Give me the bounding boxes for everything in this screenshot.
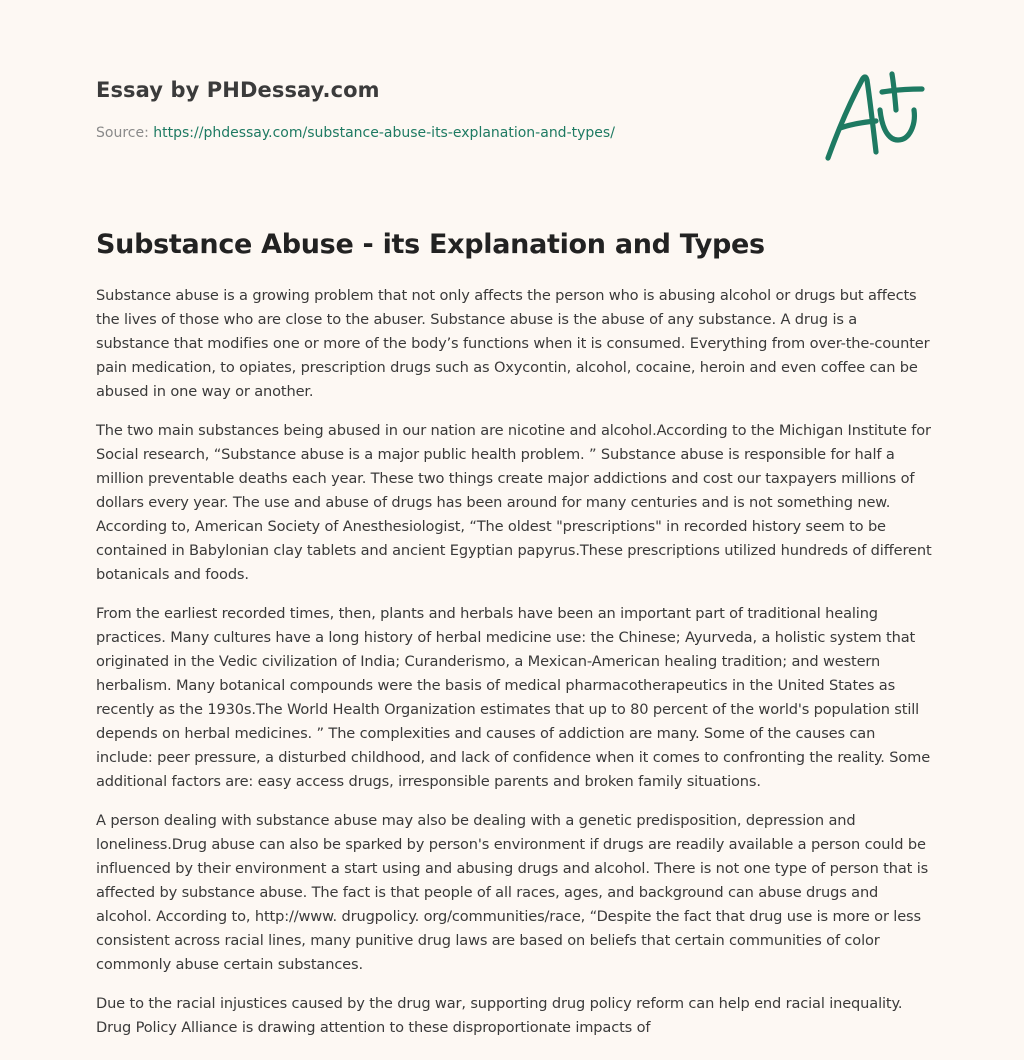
source-link[interactable]: https://phdessay.com/substance-abuse-its-explanation-and-types/ <box>153 125 615 141</box>
paragraph: Due to the racial injustices caused by the drug war, supporting drug policy reform can help end racial inequality. Drug Policy Alliance is drawing attention to these disproportionate impacts of <box>96 995 903 1036</box>
paragraph: A person dealing with substance abuse may also be dealing with a genetic predisposition, depression and loneliness.Drug abuse can also be sparked by person's environment if drugs are readily available a person could be influenced by their environment a start using and abusing drugs and alcohol. There is not one type of person that is affected by substance abuse. The fact is that people of all races, ages, and background can abuse drugs and alcohol. According to, http://www. drugpolicy. org/communities/race, “Despite the fact that drug use is more or less consistent across racial lines, many punitive drug laws are based on beliefs that certain communities of color commonly abuse certain substances. <box>96 812 929 973</box>
paragraph: Substance abuse is a growing problem that not only affects the person who is abusing alcohol or drugs but affects the lives of those who are close to the abuser. Substance abuse is the abuse of any substance. A drug is a substance that modifies one or more of the body’s functions when it is consumed. Everything from over-the-counter pain medication, to opiates, prescription drugs such as Oxycontin, alcohol, cocaine, heroin and even coffee can be abused in one way or another. <box>96 287 930 400</box>
article-body <box>96 284 932 1055</box>
paragraph: From the earliest recorded times, then, plants and herbals have been an important part of traditional healing practices. Many cultures have a long history of herbal medicine use: the Chinese; Ayurveda, a holistic system that originated in the Vedic civilization of India; Curanderismo, a Mexican-American healing tradition; and western herbalism. Many botanical compounds were the basis of medical pharmacotherapeutics in the United States as recently as the 1930s.The World Health Organization estimates that up to 80 percent of the world's population still depends on herbal medicines. ” The complexities and causes of addiction are many. Some of the causes can include: peer pressure, a disturbed childhood, and lack of confidence when it comes to confronting the reality. Some additional factors are: easy access drugs, irresponsible parents and broken family situations. <box>96 605 931 790</box>
a-plus-logo-icon <box>818 66 930 166</box>
paragraph: The two main substances being abused in our nation are nicotine and alcohol.According to the Michigan Institute for Social research, “Substance abuse is a major public health problem. ” Substance abuse is responsible for half a million preventable deaths each year. These two things create major addictions and cost our taxpayers millions of dollars every year. The use and abuse of drugs has been around for many centuries and is not something new. According to, American Society of Anesthesiologist, “The oldest "prescriptions" in recorded history seem to be contained in Babylonian clay tablets and ancient Egyptian papyrus.These prescriptions utilized hundreds of different botanicals and foods. <box>96 422 932 583</box>
source-label: Source: <box>96 125 149 141</box>
essay-header <box>96 76 736 143</box>
source-line <box>96 123 736 143</box>
site-brand: Essay by PHDessay.com <box>96 78 380 102</box>
article-title: Substance Abuse - its Explanation and Types <box>96 229 765 260</box>
